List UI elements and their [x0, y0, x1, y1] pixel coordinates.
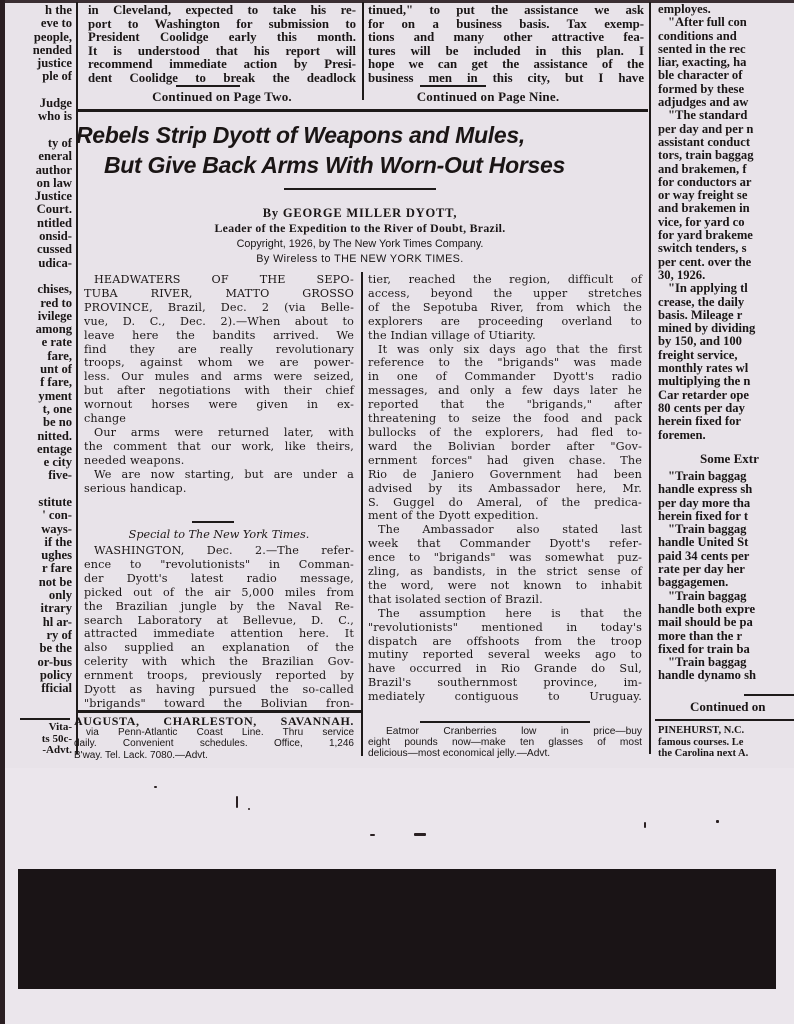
right-fragment-line: "The standard [668, 108, 748, 123]
right-fragment-line: tors, train baggag [658, 148, 754, 163]
headline-underline [284, 188, 436, 190]
column-1b-line: celerity with which the Brazilian Gov- [84, 655, 354, 669]
column-1-line: change [84, 412, 127, 426]
column-1-line: PROVINCE, Brazil, Dec. 2 (via Belle- [84, 300, 354, 314]
column-2-line: explorers are proceeding overland to [368, 314, 642, 328]
right-fragment-line: and brakemen in [658, 201, 750, 216]
left-fragment-line: entage [37, 441, 72, 456]
special-to-nyt: Special to The New York Times. [128, 528, 310, 541]
scan-dark-band [18, 869, 776, 989]
top-left-story-line: dent Coolidge to break the deadlock [88, 70, 356, 85]
left-fragment-ad-line: -Advt. [42, 744, 72, 756]
special-dateline [84, 528, 354, 542]
column-2-line: The Ambassador also stated last [378, 523, 642, 537]
eatmor-ad-rule [420, 721, 590, 723]
top-right-story-line: tions and many other attractive fea- [368, 30, 644, 45]
right-fragment-line: paid 34 cents per [658, 548, 750, 563]
right-fragment-ad [658, 725, 794, 760]
left-fragment-line: t, one [42, 401, 72, 416]
top-right-story-line: for on a business basis. Tax exemp- [368, 16, 644, 31]
column-2-line: the Indian village of Utiarity. [368, 328, 536, 342]
augusta-ad-line-2: daily. Convenient schedules. Office, 1,246 [74, 738, 354, 750]
right-ad-rule [655, 719, 794, 721]
right-fragment-line: and brakemen, f [658, 161, 747, 176]
headline-line-2: But Give Back Arms With Worn-Out Horses [104, 152, 565, 178]
left-fragment-line: ivilege [37, 308, 72, 323]
eatmor-ad-line-2: eight pounds now—make ten glasses of most [368, 737, 642, 749]
right-fragment-line: freight service, [658, 347, 738, 362]
top-left-story [88, 4, 356, 86]
right-fragment-line: by 150, and 100 [658, 334, 742, 349]
left-fragment-line: ple of [42, 69, 72, 84]
top-left-story-line: in Cleveland, expected to take his re- [88, 3, 356, 17]
left-fragment-ad-line: Vita- [48, 722, 72, 733]
right-fragment-line: "Train baggag [668, 588, 747, 603]
left-fragment-line [6, 84, 72, 97]
column-1-line: wornout horses were given in ex- [84, 398, 354, 412]
left-fragment-line: unt of [40, 362, 72, 377]
left-fragment-line: eneral [38, 149, 72, 164]
article-column-1b [84, 544, 354, 711]
left-fragment-line: ughes [41, 548, 72, 563]
left-fragment-column [6, 4, 72, 695]
continued-page-nine: Continued on Page Nine. [416, 89, 560, 104]
right-fragment-line: ble character of [658, 68, 743, 83]
right-fragment-column [658, 3, 794, 442]
left-fragment-line: Court. [36, 202, 72, 217]
column-2-line: ward the Bolivian border after "Gov- [368, 439, 642, 453]
column-2-line: in one of Commander Dyott's radio [368, 370, 642, 384]
scan-speck [248, 808, 250, 810]
right-fragment-line: "Train baggag [668, 655, 747, 670]
right-fragment-column-2 [658, 470, 794, 683]
byline-title: Leader of the Expedition to the River of Doubt, Brazil. [214, 221, 506, 235]
right-fragment-line: vice, for yard co [658, 214, 745, 229]
column-rule-top-middle [362, 2, 364, 100]
left-fragment-line: nitted. [37, 428, 72, 443]
left-fragment-line: stitute [38, 494, 72, 509]
right-fragment-line: assistant conduct [658, 134, 751, 149]
left-fragment-line: e rate [41, 335, 72, 350]
scan-speck [236, 796, 238, 808]
right-fragment-line: crease, the daily [658, 294, 745, 309]
left-fragment-line [6, 483, 72, 496]
left-fragment-line: e city [43, 455, 72, 470]
column-1b-line: attracted immediate attention here. It [84, 627, 354, 641]
top-right-story-line: tinued," to put the assistance we ask [368, 3, 644, 17]
column-1-line: but after negotiations with their chief [84, 384, 354, 398]
left-fragment-line: author [35, 162, 72, 177]
augusta-ad [74, 716, 354, 761]
column-2-line: It was only six days ago that the first [378, 342, 642, 356]
top-left-story-line: port to Washington for submission to [88, 16, 356, 31]
left-fragment-line: ty of [47, 135, 72, 150]
column-1-line: HEADWATERS OF THE SEPO- [94, 273, 354, 286]
left-fragment-line: f fare, [40, 375, 72, 390]
column-2-line: messages, and only a few days later he [368, 384, 642, 398]
left-fragment-line: hl ar- [42, 614, 72, 629]
left-fragment-line: onsid- [39, 229, 72, 244]
headline-top-rule [78, 109, 648, 112]
column-2-line: that isolated section of Brazil. [368, 592, 543, 606]
augusta-ad-line-1: via Penn-Atlantic Coast Line. Thru service [86, 727, 354, 739]
right-continued: Continued on [690, 700, 766, 714]
left-fragment-line: yment [38, 388, 72, 403]
left-fragment-line [6, 270, 72, 283]
right-fragment-line: fixed for train ba [658, 641, 750, 656]
right-fragment-line: 30, 1926. [658, 267, 706, 282]
right-fragment-ad-line: the Carolina next A. [658, 748, 749, 759]
continued-page-two: Continued on Page Two. [152, 89, 292, 104]
eatmor-ad-line-3: delicious—most economical jelly.—Advt. [368, 748, 551, 760]
top-left-short-rule [176, 85, 240, 87]
eatmor-ad [368, 726, 642, 760]
left-fragment-line: Judge [39, 96, 72, 111]
left-fragment-line: policy [39, 667, 72, 682]
column-2-line: mutiny reported several weeks ago to [368, 648, 642, 662]
column-2-line: tier, reached the region, difficult of [368, 273, 642, 286]
column-1b-line: Dyott as having pursued the so-called [84, 683, 354, 697]
column-rule-right [649, 2, 651, 754]
left-fragment-line: only [48, 588, 72, 603]
article-column-1 [84, 273, 354, 496]
left-fragment-line: ' con- [42, 508, 72, 523]
left-fragment-line: ways- [41, 521, 72, 536]
right-fragment-line: rate per day her [658, 562, 745, 577]
right-fragment-ad-line: famous courses. Le [658, 736, 744, 748]
right-fragment-line: basis. Mileage r [658, 307, 743, 322]
column-2-line: bullocks of the explorers, had fled to- [368, 425, 642, 439]
left-fragment-line: among [35, 322, 72, 337]
right-fragment-line: per cent. over the [658, 254, 752, 269]
column-2-line: week that Commander Dyott's refer- [368, 537, 642, 551]
column-rule-body-middle [361, 272, 363, 756]
left-fragment-line: ry of [46, 627, 72, 642]
right-fragment-line: conditions and [658, 28, 737, 43]
left-fragment-line: if the [44, 534, 72, 549]
column-2-line: advised by its Ambassador here, Mr. [368, 481, 642, 495]
column-1-line: We are now starting, but are under a [94, 467, 354, 481]
column-1b-line: ernment troops, previously reported by [84, 669, 354, 683]
right-fragment-line: handle both expre [658, 601, 756, 616]
left-fragment-line: r fare [42, 561, 72, 576]
scan-speck [644, 822, 646, 828]
left-ad-rule [20, 718, 70, 720]
right-fragment-line: "Train baggag [668, 522, 747, 537]
column-1b-line: der Dyott's latest radio message, [84, 571, 354, 585]
right-fragment-line: or way freight se [658, 188, 748, 203]
right-fragment-line: "In applying tl [668, 281, 748, 296]
right-fragment-line: monthly rates wl [658, 361, 749, 376]
byline: By GEORGE MILLER DYOTT, [262, 206, 458, 220]
article-column-2 [368, 273, 642, 704]
top-left-story-line: President Coolidge early this month. [88, 30, 356, 45]
column-2-line: The assumption here is that the [378, 606, 642, 620]
left-fragment-line: justice [37, 56, 72, 71]
left-fragment-line: nended [32, 42, 72, 57]
top-right-story-line: business men in this city, but I have [368, 70, 644, 85]
top-right-story-line: hope we can get the assistance of the [368, 57, 644, 72]
column-2-line: reference to the "brigands" was made [368, 356, 642, 370]
left-fragment-line: people, [33, 29, 72, 44]
column-2-line: ence to "brigands" was somewhat puz- [368, 551, 642, 565]
left-fragment-line [6, 124, 72, 137]
right-fragment-line: formed by these [658, 81, 745, 96]
augusta-ad-line-3: B'way. Tel. Lack. 7080.—Advt. [74, 749, 208, 761]
headline-line-1: Rebels Strip Dyott of Weapons and Mules, [76, 122, 525, 148]
copyright-line: Copyright, 1926, by The New York Times Company. [236, 238, 484, 250]
left-fragment-line: on law [36, 175, 72, 190]
left-fragment-line: Justice [34, 189, 72, 204]
top-right-story [368, 4, 644, 86]
column-2-line: of the Sepotuba River, from which the [368, 300, 642, 314]
column-1b-line: "brigands" toward the Bolivian fron- [84, 696, 354, 710]
right-fragment-line: multiplying the n [658, 374, 751, 389]
left-fragment-ad [6, 722, 72, 757]
augusta-ad-head: AUGUSTA, CHARLESTON, SAVANNAH. [74, 714, 354, 728]
right-fragment-line: for conductors ar [658, 174, 752, 189]
column-1-line: find they are really revolutionary [84, 342, 354, 356]
right-fragment-line: for yard brakeme [658, 228, 753, 243]
column-2-line: Brazil's southernmost province, im- [368, 676, 642, 690]
left-fragment-line: eve to [40, 16, 72, 31]
right-fragment-line: more than the r [658, 628, 743, 643]
top-right-story-line: tures will be included in this plan. I [368, 43, 644, 58]
column-1-line: troops, against whom we are power- [84, 356, 354, 370]
right-fragment-line: mail should be pa [658, 615, 753, 630]
left-fragment-line: ntitled [37, 215, 72, 230]
right-fragment-line: switch tenders, s [658, 241, 747, 256]
left-fragment-line: h the [45, 4, 72, 17]
column-1b-line: WASHINGTON, Dec. 2.—The refer- [94, 544, 354, 557]
column-2-line: S. Guggel do Ameral, of the predica- [368, 495, 642, 509]
column-2-line: mediately contiguous to Uruguay. [368, 690, 642, 704]
column-2-line: ernment forces" had given chase. The [368, 453, 642, 467]
right-fragment-subhead [700, 452, 794, 465]
right-fragment-continued [690, 700, 794, 713]
right-subhead: Some Extr [700, 452, 759, 466]
right-fragment-line: handle dynamo sh [658, 668, 756, 683]
right-fragment-line: mined by dividing [658, 321, 756, 336]
right-fragment-line: adjudges and aw [658, 95, 749, 110]
column-2-line: the word, were not known to inhabit [368, 578, 642, 592]
left-fragment-ad-line: ts 50c- [41, 732, 72, 745]
scan-left-edge [0, 0, 5, 1024]
left-fragment-line: five- [48, 468, 72, 483]
column-1b-line: also supplied an explanation of the [84, 641, 354, 655]
left-fragment-line: be the [39, 641, 72, 656]
left-fragment-line: who is [38, 109, 72, 124]
column-2-line: "revolutionists" mentioned in today's [368, 620, 642, 634]
column-1b-line: the Brazilian jungle by the Naval Re- [84, 599, 354, 613]
right-fragment-line: "Train baggag [668, 470, 747, 483]
top-right-short-rule [420, 85, 486, 87]
column-1b-line: ence to "revolutionists" in Comman- [84, 557, 354, 571]
column-2-line: reported that the "brigands," after [368, 398, 642, 412]
left-fragment-line: not be [38, 574, 72, 589]
right-fragment-line: liar, exacting, ha [658, 55, 747, 70]
augusta-ad-rule [76, 710, 362, 713]
left-fragment-line: chises, [37, 282, 72, 297]
column-2-line: Rio de Janiero Government had been [368, 467, 642, 481]
column-1-short-rule [192, 521, 234, 523]
right-fragment-line: herein fixed for [658, 414, 742, 429]
column-rule-left [76, 2, 78, 754]
article-headline [76, 120, 646, 180]
column-2-line: threatening to seize the food and pack [368, 412, 642, 426]
column-1-line: the comment that our work, like theirs, [84, 439, 354, 453]
left-fragment-line: or-bus [37, 654, 72, 669]
top-left-story-line: recommend immediate action by Presi- [88, 57, 356, 72]
right-fragment-line: employes. [658, 3, 711, 16]
column-2-line: ment of the Dyott expedition. [368, 509, 539, 523]
column-2-line: have occurred in Rio Grande do Sul, [368, 662, 642, 676]
right-fragment-line: "After full con [668, 15, 747, 30]
right-fragment-line: sented in the rec [658, 41, 746, 56]
right-fragment-line: 80 cents per day [658, 400, 745, 415]
scan-speck [370, 834, 375, 836]
column-1-line: Our arms were returned later, with [94, 425, 354, 439]
left-fragment-line: fficial [41, 681, 72, 696]
top-left-story-line: It is understood that his report will [88, 43, 356, 58]
right-fragment-line: herein fixed for t [658, 508, 749, 523]
scan-speck [154, 786, 157, 788]
left-fragment-line: itrary [40, 601, 72, 616]
column-1-line: needed weapons. [84, 453, 185, 467]
column-2-line: dispatch are offshoots from the troop [368, 634, 642, 648]
column-2-line: access, beyond the upper stretches [368, 286, 642, 300]
right-fragment-line: baggagemen. [658, 575, 729, 590]
right-continued-rule [744, 694, 794, 696]
wireless-line: By Wireless to THE NEW YORK TIMES. [256, 253, 464, 265]
left-fragment-line: fare, [47, 348, 72, 363]
column-1-line: less. Our mules and arms were seized, [84, 370, 354, 384]
eatmor-ad-line-1: Eatmor Cranberries low in price—buy [386, 726, 642, 737]
left-fragment-line: cussed [37, 242, 72, 257]
right-fragment-line: foremen. [658, 427, 706, 442]
right-fragment-line: per day more tha [658, 495, 751, 510]
right-fragment-line: per day and per n [658, 121, 754, 136]
right-fragment-line: Car retarder ope [658, 387, 749, 402]
scan-speck [716, 820, 719, 823]
left-fragment-line: red to [40, 295, 72, 310]
scan-speck [414, 833, 426, 836]
column-1-line: serious handicap. [84, 481, 187, 495]
column-1-line: TUBA RIVER, MATTO GROSSO [84, 286, 354, 300]
right-fragment-ad-line: PINEHURST, N.C. [658, 725, 745, 736]
column-1-line: vue, D. C., Dec. 2).—When about to [84, 314, 354, 328]
left-fragment-line: be no [42, 415, 72, 430]
column-1b-line: picked out of the air 5,000 miles from [84, 585, 354, 599]
column-1b-line: search Laboratory at Bellevue, D. C., [84, 613, 354, 627]
right-fragment-line: handle United St [658, 535, 749, 550]
right-fragment-line: handle express sh [658, 482, 753, 497]
column-1-line: leave here the bandits arrived. We [84, 328, 354, 342]
left-fragment-line: udica- [38, 255, 72, 270]
column-2-line: zling, as bandists, in the strict sense of [368, 565, 642, 579]
